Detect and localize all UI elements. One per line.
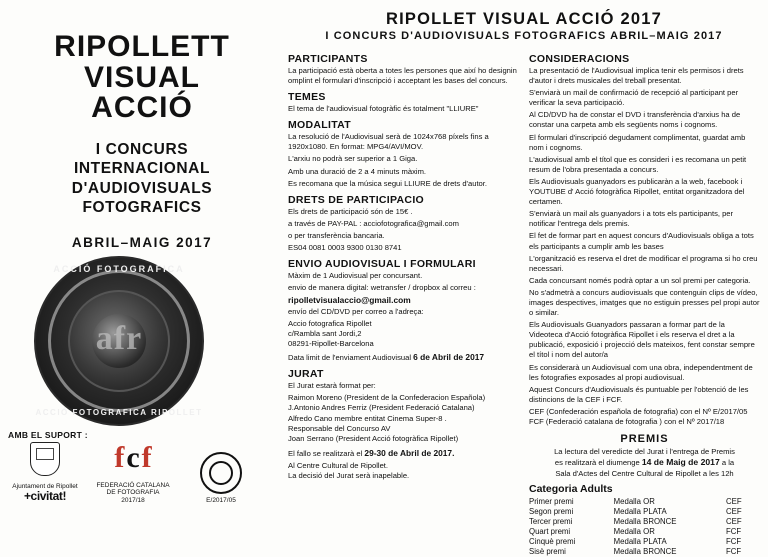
section-consideracions-heading: CONSIDERACIONS <box>529 53 630 65</box>
fcf-code: 2017/18 <box>121 496 145 504</box>
logo-top-text: ACCIÓ FOTOGRAFICA <box>53 264 185 274</box>
sponsor-logos <box>8 437 258 504</box>
premi-medal: Medalla PLATA <box>613 537 667 547</box>
support-label: AMB EL SUPORT : <box>8 430 88 440</box>
premi-place: Tercer premi <box>529 517 573 527</box>
premis-date-suffix: a la <box>721 458 735 468</box>
column-consideracions <box>529 48 760 557</box>
veredicte-label: El fallo se realitzarà el <box>288 449 363 459</box>
consideracio-item: Aquest Concurs d'Audiovisuals és puntuable per l'obtenció de les distincions de la CEF i FCF. <box>529 384 749 404</box>
premi-medal: Medalla OR <box>613 497 655 507</box>
section-participants-text: La participació està oberta a totes les persones que així ho designin omplint el formulari d'inscripció i acceptant les bases del concurs. <box>288 66 517 86</box>
deadline-row <box>288 352 519 363</box>
consideracio-item: S'enviarà un mail als guanyadors i a tots els participants, per notificar l'entrega dels premis. <box>529 209 734 229</box>
section-modalitat-text-1: La resolució de l'Audiovisual serà de 1024x768 píxels fins a 1920x1080. En format: MPG4/AVI/MOV. <box>288 132 489 152</box>
premi-federation: FCF <box>726 537 742 547</box>
consideracio-item: Cada concursant només podrà optar a un sol premi per categoria. <box>529 275 751 285</box>
categoria-heading: Categoria Adults <box>529 482 613 495</box>
logo-bottom-text: ACCIÓ FOTOGRAFICA RIPOLLET <box>35 408 203 417</box>
section-enviament-heading: ENVIO AUDIOVISUAL I FORMULARI <box>288 258 476 271</box>
consideracio-item: S'enviarà un mail de confirmació de recepció al participant per verificar la seva participació. <box>529 88 739 108</box>
fcf-logo-icon: f c f <box>114 440 152 474</box>
table-row <box>529 517 760 527</box>
deadline-label: Data limit de l'enviament Audiovisual <box>288 352 412 362</box>
jurat-member-5: Joan Serrano (President Acció fotogràfica Ripollet) <box>288 433 459 443</box>
premis-text-1: La lectura del veredicte del Jurat i l'entrega de Premis <box>554 447 735 457</box>
poster-title-line-3: ACCIÓ <box>91 91 193 125</box>
section-temes-text: El tema de l'audiovisual fotogràfic és totalment "LLIURE" <box>288 104 479 114</box>
main-panel <box>282 0 768 557</box>
premi-medal: Medalla BRONCE <box>613 517 677 527</box>
premis-text-3: Sala d'Actes del Centre Cultural de Ripollet a les 12h <box>555 468 734 478</box>
veredicte-date: 29-30 de Abril de 2017. <box>364 448 455 459</box>
poster-subtitle-line-2: INTERNACIONAL <box>73 160 211 178</box>
address-line-2: c/Rambla sant Jordi,2 <box>288 329 362 339</box>
consideracio-item: Al CD/DVD ha de constar el DVD i transferència d'arxius ha de constar una carpeta amb els següents noms i cognoms. <box>529 110 741 130</box>
jurat-member-3: Alfredo Cano membre entitat Cinema Super-8 . <box>288 413 447 423</box>
logo-monogram: afr <box>95 320 143 357</box>
camera-lens-logo <box>34 256 204 426</box>
premi-federation: CEF <box>726 507 742 517</box>
cef-code: E/2017/05 <box>206 496 236 504</box>
veredicte-note: La decisió del Jurat serà inapelable. <box>288 471 410 481</box>
premi-place: Quart premi <box>529 527 571 537</box>
section-modalitat-text-3: Amb una duració de 2 a 4 minuts màxim. <box>288 166 427 176</box>
premis-date: 14 de Maig de 2017 <box>641 457 720 468</box>
section-enviament-text-1: Màxim de 1 Audiovisual per concursant. <box>288 271 423 281</box>
section-participants-heading: PARTICIPANTS <box>288 53 368 65</box>
section-drets-iban: ES04 0081 0003 9300 0130 8741 <box>288 243 402 253</box>
section-jurat-intro: El Jurat estarà format per: <box>288 381 376 391</box>
poster-dates: ABRIL–MAIG 2017 <box>71 235 213 251</box>
section-drets-heading: DRETS DE PARTICIPACIO <box>288 193 425 206</box>
premi-medal: Medalla BRONCE <box>613 547 677 557</box>
sponsor-cef <box>184 452 258 504</box>
cef-logo-icon <box>184 452 258 494</box>
header-title: RIPOLLET VISUAL ACCIÓ 2017 <box>385 10 662 28</box>
jurat-member-1: Raimon Moreno (President de la Confederacion Española) <box>288 393 486 403</box>
premi-federation: FCF <box>726 547 742 557</box>
consideracio-item: La presentació de l'Audiovisual implica tenir els permisos i drets d'autor i drets musicales del treball presentat. <box>529 66 744 86</box>
premi-federation: FCF <box>726 527 742 537</box>
premi-federation: CEF <box>726 517 742 527</box>
consideracio-item: El formulari d'inscripció degudament complimentat, guardat amb nom i cognoms. <box>529 132 746 152</box>
consideracio-item: L'audiovisual amb el títol que es consideri i es recomana un petit resum de l'obra presentada a concurs. <box>529 154 747 174</box>
section-temes-heading: TEMES <box>288 91 326 104</box>
columns <box>288 48 760 557</box>
section-premis-heading: PREMIS <box>620 433 669 446</box>
submission-email[interactable]: ripolletvisualaccio@gmail.com <box>288 295 411 306</box>
fcf-line2: DE FOTOGRAFIA <box>106 489 160 497</box>
poster-subtitle <box>10 140 274 218</box>
section-enviament-text-3: envío del CD/DVD per correo a l'adreça: <box>288 307 424 317</box>
section-modalitat-text-2: L'arxiu no podrà ser superior a 1 Giga. <box>288 154 418 164</box>
premi-place: Primer premi <box>529 497 574 507</box>
premi-place: Sisè premi <box>529 547 566 557</box>
sponsor-ajuntament <box>8 438 82 504</box>
premis-date-label: es realitzarà el diumenge <box>554 458 640 468</box>
sponsor-fcf <box>96 437 170 504</box>
section-drets-text-2: a través de PAY-PAL : acciofotografica@gmail.com <box>288 218 459 228</box>
veredicte-row <box>288 448 519 459</box>
jurat-member-4: Responsable del Concurso AV <box>288 423 391 433</box>
fcf-registration-line: FCF (Federació catalana de fotografia ) con el Nº 2017/18 <box>529 417 725 426</box>
cef-registration-line: CEF (Confederación española de fotografia) con el Nº E/2017/05 <box>529 406 748 416</box>
poster-subtitle-line-4: FOTOGRAFICS <box>82 198 202 216</box>
table-row <box>529 537 760 547</box>
premis-table <box>529 497 760 557</box>
poster-subtitle-line-1: I CONCURS <box>95 140 189 158</box>
address-line-3: 08291-Ripollet-Barcelona <box>288 339 374 349</box>
header-subtitle: I CONCURS D'AUDIOVISUALS FOTOGRAFICS ABRIL–MAIG 2017 <box>325 30 723 42</box>
consideracio-item: El fet de formar part en aquest concurs d'Audiovisuals obliga a tots els participants a cumplir amb les bases <box>529 231 754 251</box>
deadline-date: 6 de Abril de 2017 <box>413 351 485 362</box>
veredicte-location: Al Centre Cultural de Ripollet. <box>288 461 389 471</box>
premi-medal: Medalla PLATA <box>613 507 667 517</box>
section-modalitat-text-4: Es recomana que la música segui LLIURE de drets d'autor. <box>288 178 487 188</box>
premi-place: Cinquè premi <box>529 537 576 547</box>
poster-subtitle-line-3: D'AUDIOVISUALS <box>71 179 213 197</box>
consideracio-item: L'organització es reserva el dret de modificar el programa si ho creu necessari. <box>529 253 758 273</box>
ajuntament-shield-icon <box>8 438 82 480</box>
address-line-1: Accio fotografica Ripollet <box>288 319 372 329</box>
consideracio-item: Els Audiovisuals guanyadors es publicaràn a la web, facebook i YOUTUBE d' Acció fotogràfica Ripollet, entitat organitzadora del certamen. <box>529 176 745 207</box>
premi-medal: Medalla OR <box>613 527 655 537</box>
ajuntament-line2: +civitat! <box>23 489 67 504</box>
section-enviament-text-2: envio de manera digital: wetransfer / dropbox al correu : <box>288 283 476 293</box>
consideracio-item: No s'admetrà a concurs audiovisuals que contenguin clips de vídeo, images despectives, imatges que no estiguin presses pel propi autor o similar. <box>529 287 760 318</box>
section-jurat-heading: JURAT <box>288 368 324 381</box>
table-row <box>529 547 760 557</box>
table-row <box>529 497 760 507</box>
consideracio-item: Els Audiovisuals Guanyadors passaran a formar part de la Videoteca d'Acció fotogràfica Ripollet i els reserva el dret a la publicació, exposició i projecció dels mateixos, fent constar sempre el títol i nom del autor/a <box>529 320 755 360</box>
consideracio-item: Es considerarà un Audiovisual com una obra, independentment de les fotografies exposades al propi audiovisual. <box>529 362 753 382</box>
poster-title-line-1: RIPOLLETT <box>54 30 230 63</box>
section-drets-text-1: Els drets de participació són de 15€ . <box>288 206 413 216</box>
left-panel <box>0 0 282 512</box>
jurat-member-2: J.Antonio Andres Ferriz (President Federació Catalana) <box>288 403 475 413</box>
premi-federation: CEF <box>726 497 742 507</box>
fcf-line1: FEDERACIÓ CATALANA <box>96 481 170 489</box>
premis-text-2 <box>529 457 760 468</box>
ajuntament-line1: Ajuntament de Ripollet <box>12 482 78 490</box>
section-drets-text-3: o per transferència bancaria. <box>288 230 385 240</box>
table-row <box>529 527 760 537</box>
poster-title <box>10 32 274 124</box>
column-bases <box>288 48 519 483</box>
premi-place: Segon premi <box>529 507 574 517</box>
section-modalitat-heading: MODALITAT <box>288 119 351 132</box>
poster-title-line-2: VISUAL <box>83 60 200 94</box>
